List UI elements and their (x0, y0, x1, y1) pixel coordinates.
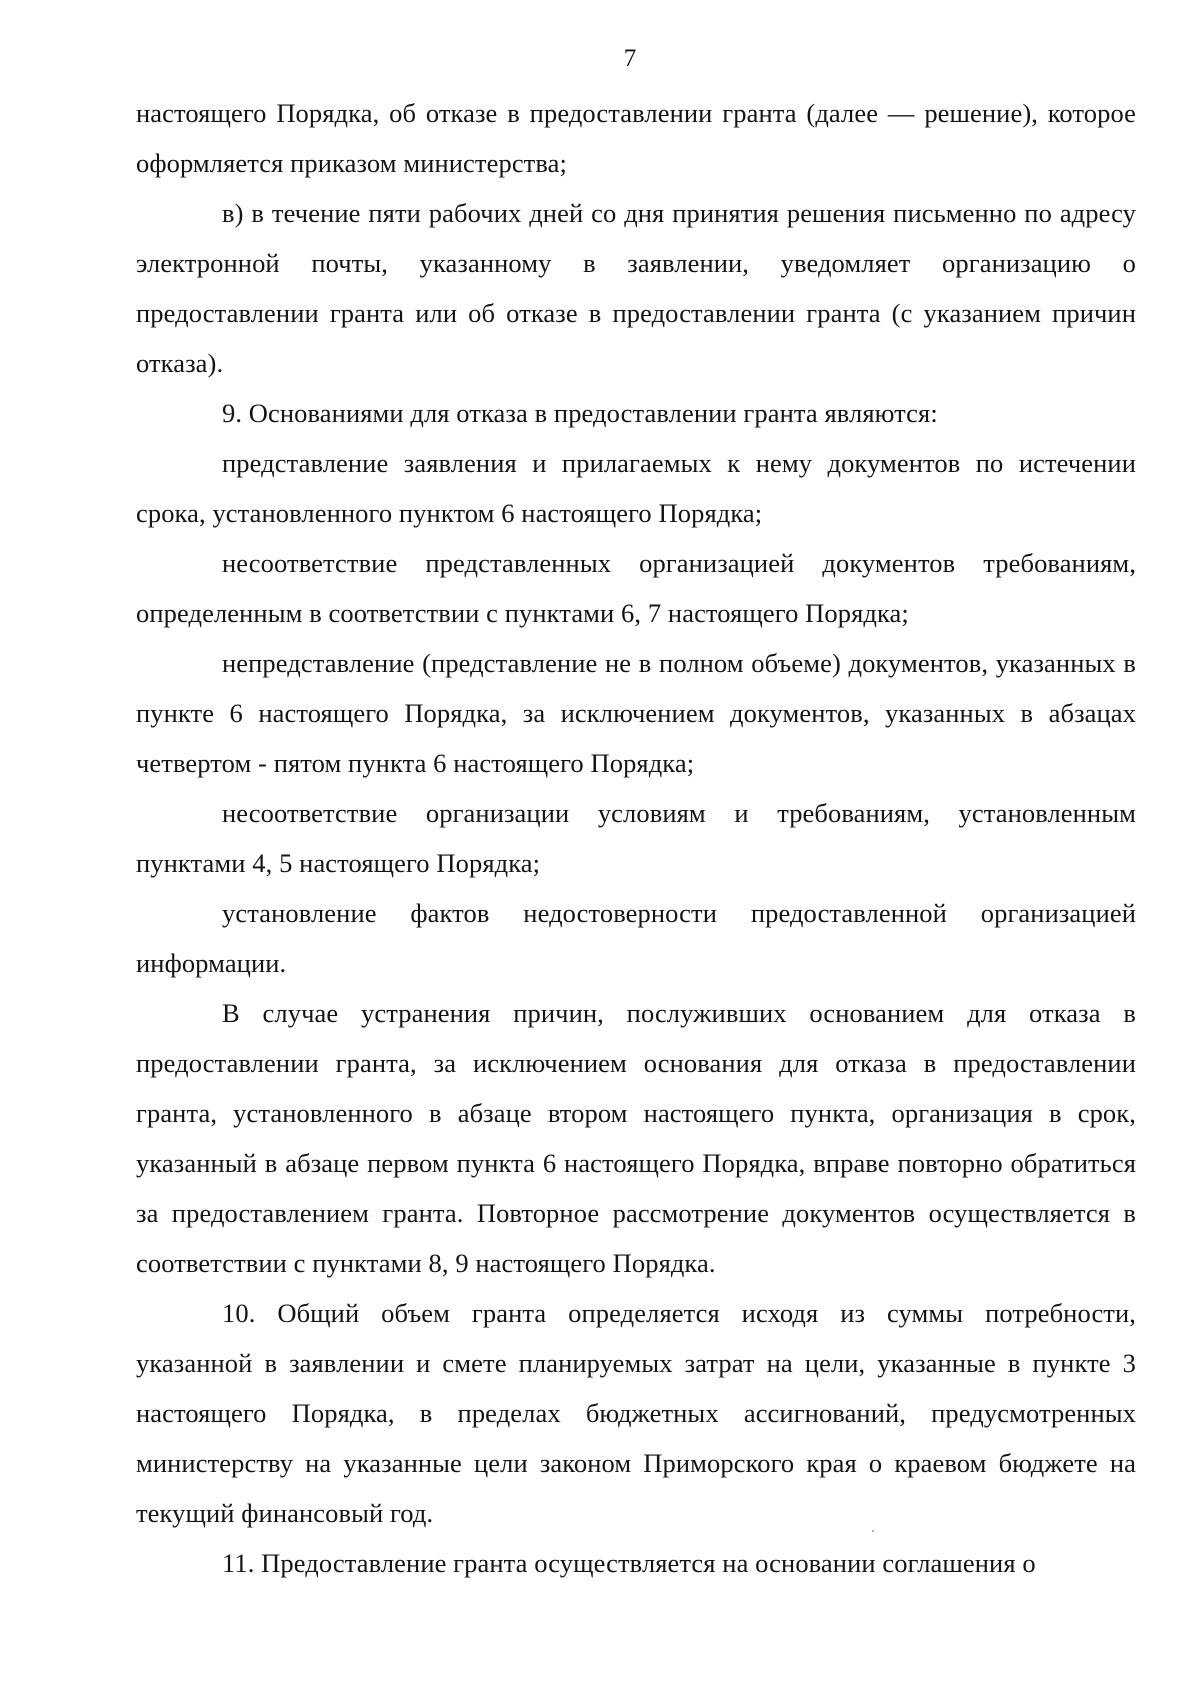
paragraph-decision-continuation: настоящего Порядка, об отказе в предоставлении гранта (далее — решение), которое оформляется приказом министерства; (136, 98, 1136, 178)
paragraph-refusal-nonconforming-documents: несоответствие представленных организацией документов требованиям, определенным в соответствии с пунктами 6, 7 настоящего Порядка; (136, 548, 1136, 628)
paragraph-refusal-incomplete-documents: непредставление (представление не в полном объеме) документов, указанных в пункте 6 настоящего Порядка, за исключением документов, указанных в абзацах четвертом - пятом пункта 6 настоящего Порядка; (136, 648, 1136, 778)
scan-speck (872, 1530, 874, 1532)
paragraph-refusal-late-submission: представление заявления и прилагаемых к нему документов по истечении срока, установленного пунктом 6 настоящего Порядка; (136, 448, 1136, 528)
page-number: 7 (623, 45, 637, 72)
paragraph-notification: в) в течение пяти рабочих дней со дня принятия решения письменно по адресу электронной почты, указанному в заявлении, уведомляет организацию о предоставлении гранта или об отказе в предоставлении гранта (с указанием причин отказа). (136, 198, 1136, 378)
paragraph-repeated-application: В случае устранения причин, послуживших основанием для отказа в предоставлении гранта, за исключением основания для отказа в предоставлении гранта, установленного в абзаце втором настоящего пункта, организация в срок, указанный в абзаце первом пункта 6 настоящего Порядка, вправе повторно обратиться за предоставлением гранта. Повторное рассмотрение документов осуществляется в соответствии с пунктами 8, 9 настоящего Порядка. (136, 998, 1136, 1278)
paragraph-item-9-heading: 9. Основаниями для отказа в предоставлении гранта являются: (222, 398, 938, 428)
paragraph-item-10-grant-amount: 10. Общий объем гранта определяется исходя из суммы потребности, указанной в заявлении и смете планируемых затрат на цели, указанные в пункте 3 настоящего Порядка, в пределах бюджетных ассигнований, предусмотренных министерству на указанные цели законом Приморского края о краевом бюджете на текущий финансовый год. (136, 1298, 1136, 1528)
paragraph-refusal-organization-requirements: несоответствие организации условиям и требованиям, установленным пунктами 4, 5 настоящего Порядка; (136, 798, 1136, 878)
paragraph-refusal-false-information: установление фактов недостоверности предоставленной организацией информации. (136, 898, 1136, 978)
paragraph-item-11-agreement: 11. Предоставление гранта осуществляется на основании соглашения о (222, 1548, 1036, 1578)
document-body (136, 88, 1136, 1588)
